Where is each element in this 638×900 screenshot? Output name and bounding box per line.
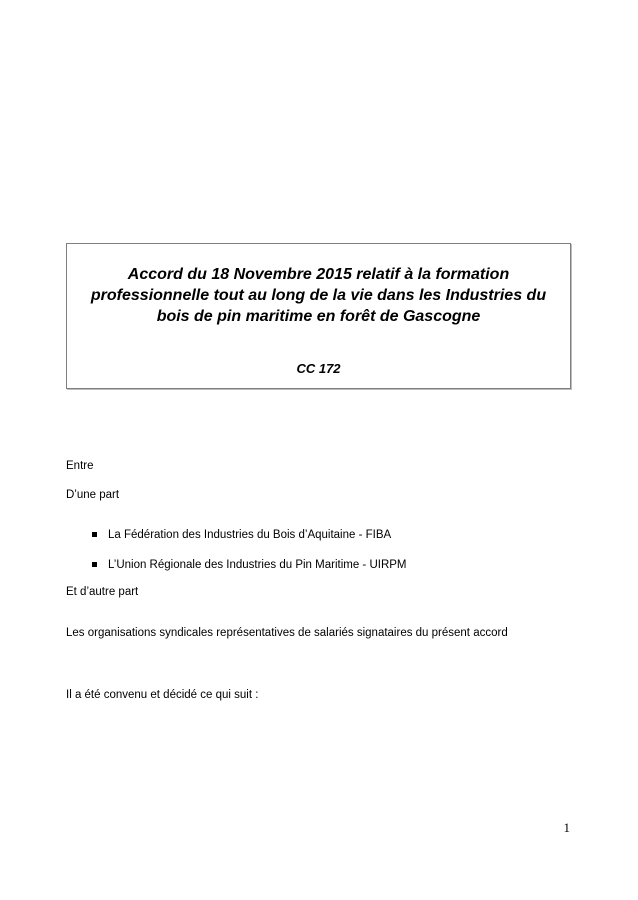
title-box bbox=[66, 243, 571, 389]
employer-item-fiba: La Fédération des Industries du Bois d’Aquitaine - FIBA bbox=[108, 529, 392, 541]
entre-label: Entre bbox=[66, 460, 94, 472]
une-part-label: D’une part bbox=[66, 489, 120, 501]
unions-statement: Les organisations syndicales représentatives de salariés signataires du présent accord bbox=[66, 627, 508, 639]
agreed-statement: Il a été convenu et décidé ce qui suit : bbox=[66, 689, 259, 701]
title-line-1: Accord du 18 Novembre 2015 relatif à la formation bbox=[127, 266, 510, 283]
bullet-marker bbox=[92, 532, 97, 537]
page-number: 1 bbox=[563, 820, 570, 835]
agreement-title bbox=[67, 264, 570, 327]
title-line-3: bois de pin maritime en forêt de Gascogne bbox=[156, 308, 481, 325]
bullet-marker bbox=[92, 562, 97, 567]
autre-part-label: Et d’autre part bbox=[66, 586, 139, 598]
collective-agreement-code: CC 172 bbox=[296, 361, 341, 376]
title-line-2: professionnelle tout au long de la vie dans les Industries du bbox=[90, 287, 547, 304]
employer-item-uirpm: L’Union Régionale des Industries du Pin Maritime - UIRPM bbox=[108, 559, 407, 571]
